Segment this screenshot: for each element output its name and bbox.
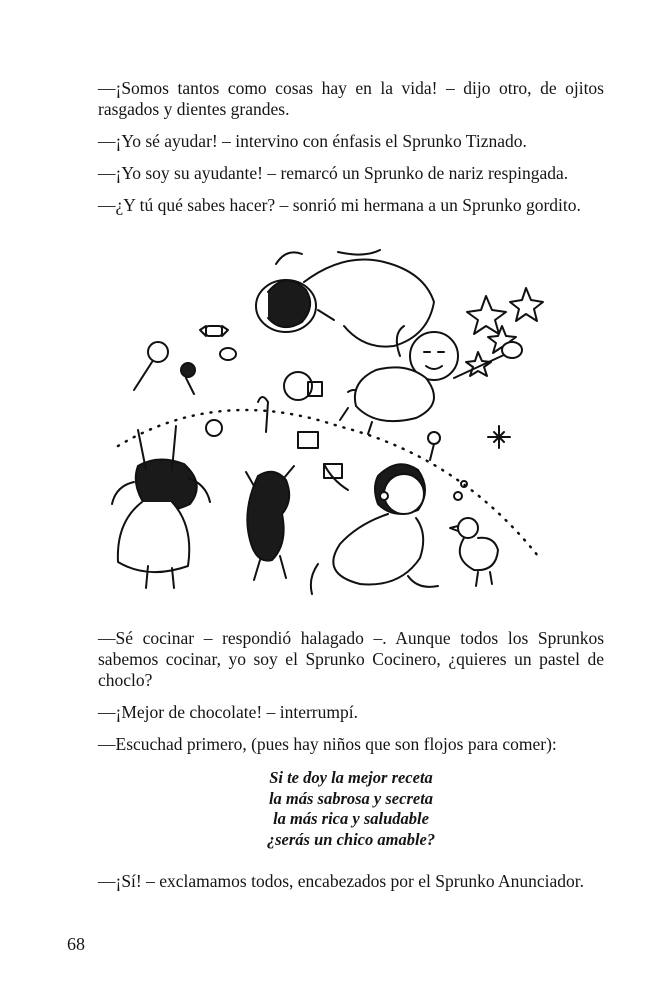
paragraph: —¡Yo sé ayudar! – intervino con énfasis el Sprunko Tiznado.	[98, 131, 527, 151]
poem-line: Si te doy la mejor receta	[269, 768, 433, 787]
paragraph: —¿Y tú qué sabes hacer? – sonrió mi hermana a un Sprunko gordito.	[98, 195, 581, 215]
paragraph: —¡Somos tantos como cosas hay en la vida! – dijo otro, de ojitos rasgados y dientes grandes.	[98, 78, 604, 119]
black-dog	[246, 466, 294, 580]
recipe-poem	[98, 768, 604, 850]
poem-line: ¿serás un chico amable?	[266, 829, 436, 849]
ink-drawing-children-and-sprunkos-icon	[108, 246, 564, 616]
flying-sprunko-with-sack	[256, 250, 434, 347]
girl-with-pigtails	[112, 426, 210, 588]
boy-with-pacifier	[311, 464, 438, 594]
top-text-block	[98, 78, 604, 227]
sweets	[134, 326, 358, 478]
poem-line: la más sabrosa y secreta	[268, 788, 434, 808]
final-paragraph: —¡Sí! – exclamamos todos, encabezados por el Sprunko Anunciador.	[98, 871, 585, 891]
paragraph: —Escuchad primero, (pues hay niños que son flojos para comer):	[98, 734, 557, 754]
paragraph: —¡Mejor de chocolate! – interrumpí.	[98, 702, 358, 722]
bottom-text-block	[98, 628, 604, 766]
poem-line: la más rica y saludable	[273, 809, 429, 828]
stars-cluster	[466, 288, 543, 376]
page-number: 68	[67, 934, 85, 954]
chick	[450, 481, 498, 586]
paragraph: —Sé cocinar – respondió halagado –. Aunque todos los Sprunkos sabemos cocinar, yo soy el Sprunko Cocinero, ¿quieres un pastel de choclo?	[98, 628, 604, 690]
sparkle-icon	[488, 426, 510, 448]
paragraph: —¡Yo soy su ayudante! – remarcó un Sprunko de nariz respingada.	[98, 163, 569, 183]
